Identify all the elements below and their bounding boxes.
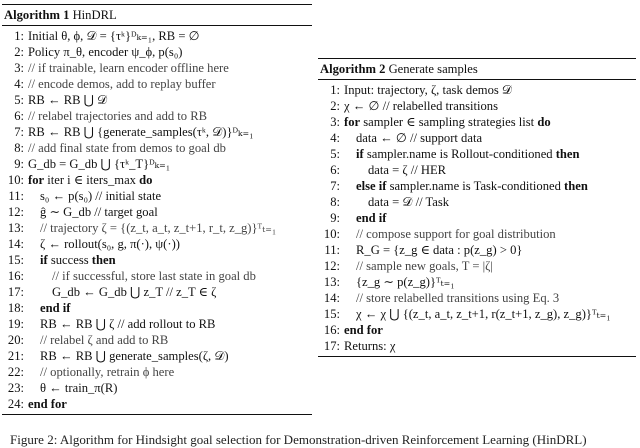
line-number: 13:	[323, 275, 340, 289]
line-number: 12:	[7, 205, 24, 219]
line-body	[28, 141, 226, 155]
line-number: 17:	[323, 339, 340, 353]
algorithm-line	[2, 300, 312, 316]
algorithm-line	[2, 140, 312, 156]
comment-text: // encode demos, add to replay buffer	[28, 77, 216, 91]
line-text: RB ← RB ⋃ generate_samples(ζ, 𝒟)	[40, 349, 229, 363]
algorithm-2-label: Algorithm 2	[320, 62, 386, 76]
line-body	[344, 259, 493, 273]
line-body	[344, 243, 522, 257]
keyword: do	[537, 115, 551, 129]
algorithm-2-block	[318, 58, 636, 357]
line-text: G_db = G_db ⋃ {τᵏ_T}ᴰₖ₌₁	[28, 157, 171, 171]
algorithm-line	[318, 194, 636, 210]
algorithm-line	[2, 76, 312, 92]
comment-text: // compose support for goal distribution	[356, 227, 556, 241]
algorithm-line	[318, 210, 636, 226]
comment-text: // trajectory ζ = {(z_t, a_t, z_t+1, r_t, z_g)}ᵀₜ₌₁	[40, 221, 277, 235]
line-number: 4:	[14, 77, 24, 91]
line-text: sampler ∈ sampling strategies list	[360, 115, 538, 129]
line-number: 19:	[7, 317, 24, 331]
algorithm-line	[2, 380, 312, 396]
algorithm-line	[318, 82, 636, 98]
line-number: 1:	[330, 83, 340, 97]
algorithm-line	[318, 146, 636, 162]
line-number: 13:	[7, 221, 24, 235]
keyword: if	[40, 253, 48, 267]
algorithm-1-title	[2, 5, 312, 25]
line-body	[28, 365, 174, 379]
line-body	[344, 275, 455, 289]
keyword: for	[28, 173, 45, 187]
line-body	[28, 29, 200, 43]
algorithm-line	[2, 204, 312, 220]
comment-text: // if successful, store last state in goal db	[52, 269, 256, 283]
line-body	[28, 269, 256, 283]
keyword: then	[91, 253, 116, 267]
line-body	[344, 83, 512, 97]
algorithm-line	[318, 130, 636, 146]
line-number: 21:	[7, 349, 24, 363]
line-body	[344, 115, 551, 129]
algorithm-line	[2, 172, 312, 188]
line-body	[28, 333, 168, 347]
keyword: then	[564, 179, 588, 193]
line-body	[28, 173, 152, 187]
line-number: 22:	[7, 365, 24, 379]
line-number: 8:	[14, 141, 24, 155]
line-number: 2:	[330, 99, 340, 113]
comment-text: // relabel ζ and add to RB	[40, 333, 169, 347]
line-text: Policy π_θ, encoder ψ_ϕ, p(s₀)	[28, 45, 183, 59]
algorithm-line	[318, 258, 636, 274]
line-number: 4:	[330, 131, 340, 145]
algorithm-1-lines	[2, 26, 312, 414]
line-number: 3:	[14, 61, 24, 75]
line-number: 17:	[7, 285, 24, 299]
line-body	[344, 227, 556, 241]
line-body	[344, 131, 482, 145]
keyword: end if	[356, 211, 387, 225]
line-body	[344, 147, 580, 161]
algorithm-line	[318, 290, 636, 306]
algorithm-2-title	[318, 59, 636, 79]
line-number: 7:	[14, 125, 24, 139]
line-body	[28, 397, 67, 411]
keyword: end if	[40, 301, 71, 315]
algorithm-1-label: Algorithm 1	[4, 8, 70, 22]
keyword: else if	[356, 179, 387, 193]
line-body	[28, 77, 216, 91]
line-body	[344, 179, 588, 193]
line-text: RB ← RB ⋃ 𝒟	[28, 93, 108, 107]
algorithm-line	[318, 338, 636, 354]
line-body	[344, 195, 449, 209]
line-number: 9:	[14, 157, 24, 171]
line-text: data = ζ // HER	[368, 163, 447, 177]
keyword: if	[356, 147, 364, 161]
algorithm-line	[2, 44, 312, 60]
line-text: data = 𝒟 // Task	[368, 195, 450, 209]
line-text: Input: trajectory, ζ, task demos 𝒟	[344, 83, 512, 97]
line-text: sampler.name is Task-conditioned	[386, 179, 565, 193]
line-number: 12:	[323, 259, 340, 273]
algorithm-1-block	[2, 4, 312, 415]
line-text: R_G = {z_g ∈ data : p(z_g) > 0}	[356, 243, 523, 257]
line-body	[28, 253, 116, 267]
algorithm-line	[318, 322, 636, 338]
line-body	[344, 163, 446, 177]
line-number: 11:	[324, 243, 340, 257]
algorithm-line	[318, 242, 636, 258]
algorithm-line	[2, 284, 312, 300]
algorithm-2-lines	[318, 80, 636, 356]
line-body	[28, 109, 207, 123]
line-number: 3:	[330, 115, 340, 129]
line-text: χ ← χ ⋃ {(z_t, a_t, z_t+1, r(z_t+1, z_g), z_g)}ᵀₜ₌₁	[356, 307, 611, 321]
algorithm-line	[318, 306, 636, 322]
algorithm-line	[2, 348, 312, 364]
line-number: 18:	[7, 301, 24, 315]
line-text: Returns: χ	[344, 339, 396, 353]
algorithm-line	[2, 268, 312, 284]
line-body	[28, 317, 215, 331]
line-body	[344, 339, 395, 353]
keyword: then	[555, 147, 580, 161]
line-body	[28, 125, 254, 139]
algorithm-line	[2, 316, 312, 332]
line-body	[28, 61, 229, 75]
algorithm-line	[2, 92, 312, 108]
algorithm-2-name: Generate samples	[388, 62, 478, 76]
line-number: 10:	[323, 227, 340, 241]
line-number: 11:	[8, 189, 24, 203]
line-text: RB ← RB ⋃ ζ // add rollout to RB	[40, 317, 216, 331]
line-number: 1:	[14, 29, 24, 43]
line-number: 15:	[7, 253, 24, 267]
algorithm-line	[2, 364, 312, 380]
line-number: 10:	[7, 173, 24, 187]
algorithm-line	[318, 226, 636, 242]
line-number: 23:	[7, 381, 24, 395]
line-body	[28, 381, 117, 395]
algorithm-line	[2, 236, 312, 252]
keyword: do	[139, 173, 153, 187]
algorithm-1-name: HinDRL	[72, 8, 117, 22]
algorithm-line	[2, 60, 312, 76]
line-body	[344, 99, 498, 113]
line-number: 24:	[7, 397, 24, 411]
algorithm-line	[318, 114, 636, 130]
line-body	[344, 291, 559, 305]
algorithm-line	[2, 108, 312, 124]
line-text: {z_g ∼ p(z_g)}ᵀₜ₌₁	[356, 275, 455, 289]
algorithm-line	[2, 28, 312, 44]
line-number: 9:	[330, 211, 340, 225]
algorithm-line	[2, 332, 312, 348]
comment-text: // store relabelled transitions using Eq. 3	[356, 291, 560, 305]
algorithm-line	[318, 98, 636, 114]
line-body	[28, 301, 70, 315]
algorithm-line	[2, 156, 312, 172]
line-text: success	[47, 253, 92, 267]
comment-text: // if trainable, learn encoder offline here	[28, 61, 229, 75]
line-number: 5:	[330, 147, 340, 161]
comment-text: // relabel trajectories and add to RB	[28, 109, 208, 123]
line-text: RB ← RB ⋃ {generate_samples(τᵏ, 𝒟)}ᴰₖ₌₁	[28, 125, 254, 139]
line-text: ζ ← rollout(s₀, g, π(·), ψ(·))	[40, 237, 180, 251]
keyword: end for	[28, 397, 67, 411]
line-body	[28, 349, 229, 363]
line-body	[344, 211, 386, 225]
line-body	[28, 157, 170, 171]
bottom-rule	[318, 356, 636, 357]
line-number: 8:	[330, 195, 340, 209]
keyword: for	[344, 115, 361, 129]
line-number: 16:	[323, 323, 340, 337]
line-text: G_db ← G_db ⋃ z_T // z_T ∈ ζ	[52, 285, 217, 299]
line-body	[28, 189, 161, 203]
algorithm-line	[318, 178, 636, 194]
algorithm-line	[318, 274, 636, 290]
line-number: 15:	[323, 307, 340, 321]
line-number: 7:	[330, 179, 340, 193]
line-body	[28, 93, 107, 107]
line-number: 20:	[7, 333, 24, 347]
algorithm-line	[2, 124, 312, 140]
line-body	[28, 285, 216, 299]
keyword: end for	[344, 323, 383, 337]
figure-caption: Figure 2: Algorithm for Hindsight goal selection for Demonstration-driven Reinforcement Learning (HinDRL)	[10, 432, 587, 447]
line-text: sampler.name is Rollout-conditioned	[363, 147, 556, 161]
line-body	[28, 221, 276, 235]
line-number: 14:	[7, 237, 24, 251]
comment-text: // add final state from demos to goal db	[28, 141, 226, 155]
line-number: 6:	[14, 109, 24, 123]
comment-text: // optionally, retrain ϕ here	[40, 365, 175, 379]
line-text: Initial θ, ϕ, 𝒟 = {τᵏ}ᴰₖ₌₁, RB = ∅	[28, 29, 200, 43]
algorithm-line	[318, 162, 636, 178]
line-text: iter i ∈ iters_max	[44, 173, 140, 187]
algorithm-line	[2, 188, 312, 204]
line-text: χ ← ∅ // relabelled transitions	[344, 99, 499, 113]
line-number: 16:	[7, 269, 24, 283]
line-text: ĝ ∼ G_db // target goal	[40, 205, 158, 219]
line-text: θ ← train_π(R)	[40, 381, 118, 395]
line-body	[28, 45, 182, 59]
line-number: 2:	[14, 45, 24, 59]
comment-text: // sample new goals, T = |ζ|	[356, 259, 493, 273]
algorithm-line	[2, 220, 312, 236]
line-number: 6:	[330, 163, 340, 177]
line-number: 5:	[14, 93, 24, 107]
line-body	[344, 307, 611, 321]
line-body	[28, 237, 180, 251]
line-text: data ← ∅ // support data	[356, 131, 483, 145]
algorithm-line	[2, 396, 312, 412]
line-body	[344, 323, 383, 337]
line-text: s₀ ← p(s₀) // initial state	[40, 189, 162, 203]
bottom-rule	[2, 414, 312, 415]
line-body	[28, 205, 158, 219]
algorithm-line	[2, 252, 312, 268]
line-number: 14:	[323, 291, 340, 305]
